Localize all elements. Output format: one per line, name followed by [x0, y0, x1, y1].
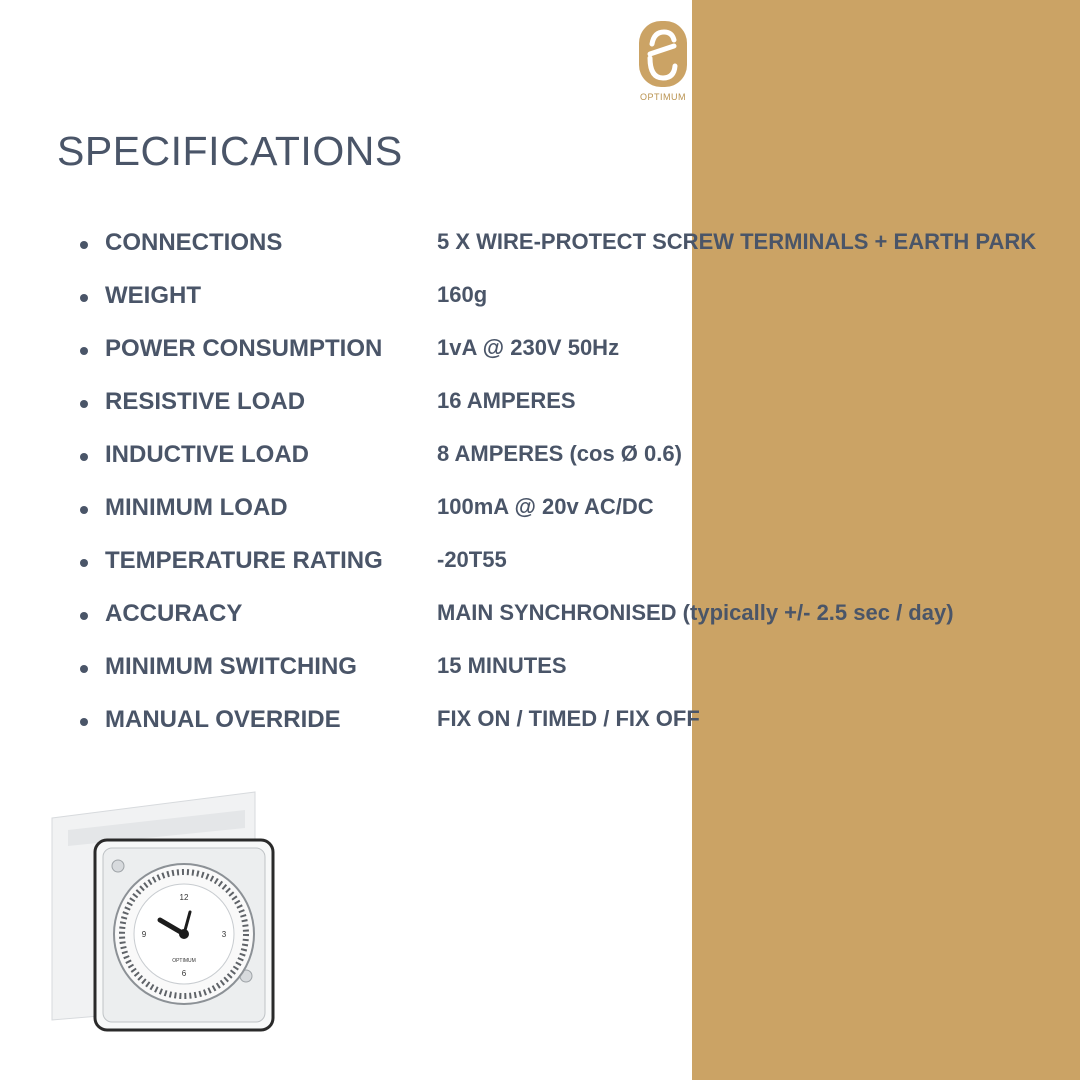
- spec-label: MINIMUM LOAD: [105, 494, 288, 521]
- spec-label: POWER CONSUMPTION: [105, 335, 383, 362]
- spec-label: INDUCTIVE LOAD: [105, 441, 309, 468]
- spec-row-inductive-load: [78, 436, 1068, 489]
- bullet-icon: [80, 347, 88, 355]
- bullet-icon: [80, 665, 88, 673]
- spec-label: MANUAL OVERRIDE: [105, 706, 341, 733]
- bullet-icon: [80, 241, 88, 249]
- brand-logo: [632, 20, 694, 104]
- spec-value: FIX ON / TIMED / FIX OFF: [437, 706, 700, 731]
- spec-row-resistive-load: [78, 383, 1068, 436]
- bullet-icon: [80, 506, 88, 514]
- spec-value: 5 X WIRE-PROTECT SCREW TERMINALS + EARTH PARK: [437, 229, 1037, 254]
- page-title: SPECIFICATIONS: [57, 128, 403, 174]
- spec-row-temperature-rating: [78, 542, 1068, 595]
- spec-value: 15 MINUTES: [437, 653, 567, 678]
- spec-row-accuracy: [78, 595, 1068, 648]
- timer-switch-image: [40, 788, 290, 1038]
- spec-label: CONNECTIONS: [105, 229, 283, 256]
- dial-brand: OPTIMUM: [172, 958, 196, 964]
- bullet-icon: [80, 453, 88, 461]
- bullet-icon: [80, 718, 88, 726]
- optimum-logo-icon: [638, 20, 688, 90]
- product-image: [40, 788, 290, 1043]
- dial-number-3: 3: [221, 930, 227, 939]
- spec-value: -20T55: [437, 547, 507, 572]
- spec-label: RESISTIVE LOAD: [105, 388, 306, 415]
- spec-value: 1vA @ 230V 50Hz: [437, 335, 620, 360]
- spec-label: WEIGHT: [105, 282, 201, 309]
- spec-row-manual-override: [78, 701, 1068, 754]
- spec-value: 8 AMPERES (cos Ø 0.6): [437, 441, 682, 466]
- brand-name: OPTIMUM: [640, 92, 686, 102]
- bullet-icon: [80, 294, 88, 302]
- dial-number-9: 9: [141, 930, 147, 939]
- spec-row-power-consumption: [78, 330, 1068, 383]
- spec-label: ACCURACY: [105, 600, 243, 627]
- spec-value: MAIN SYNCHRONISED (typically +/- 2.5 sec / day): [437, 600, 954, 625]
- dial-number-12: 12: [179, 893, 189, 902]
- spec-value: 16 AMPERES: [437, 388, 576, 413]
- bullet-icon: [80, 559, 88, 567]
- spec-label: MINIMUM SWITCHING: [105, 653, 357, 680]
- spec-row-weight: [78, 277, 1068, 330]
- bullet-icon: [80, 400, 88, 408]
- spec-row-minimum-switching: [78, 648, 1068, 701]
- spec-list: [78, 224, 1068, 754]
- dial-number-6: 6: [181, 969, 187, 978]
- spec-label: TEMPERATURE RATING: [105, 547, 383, 574]
- spec-row-minimum-load: [78, 489, 1068, 542]
- spec-row-connections: [78, 224, 1068, 277]
- bullet-icon: [80, 612, 88, 620]
- spec-value: 160g: [437, 282, 488, 307]
- spec-value: 100mA @ 20v AC/DC: [437, 494, 654, 519]
